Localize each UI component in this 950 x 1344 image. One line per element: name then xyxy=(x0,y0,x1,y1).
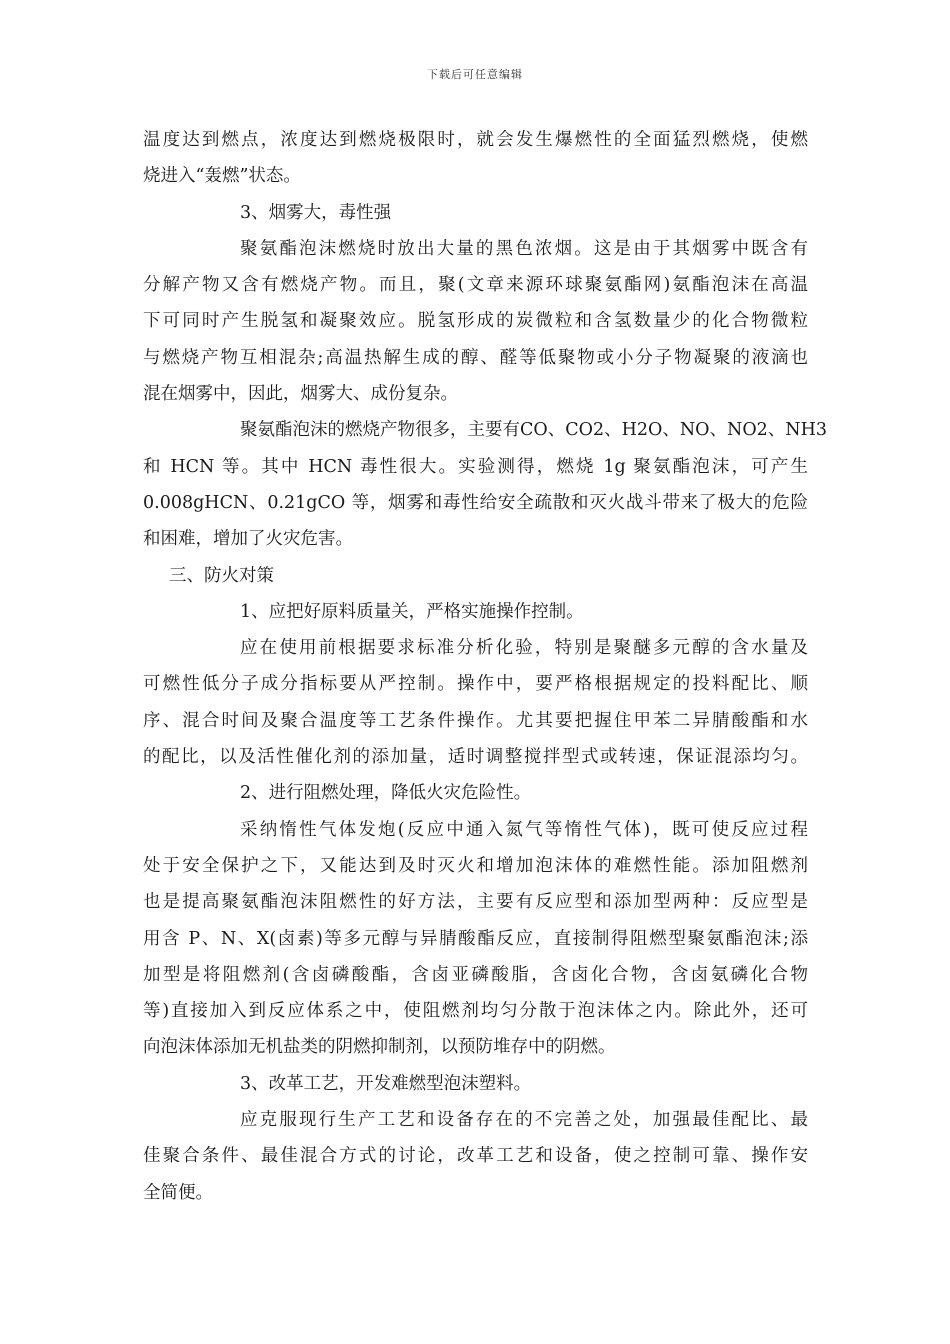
text-line: 等)直接加入到反应体系之中，使阻燃剂均匀分散于泡沫体之内。除此外，还可 xyxy=(143,1001,808,1022)
text-line: 向泡沫体添加无机盐类的阴燃抑制剂，以预防堆存中的阴燃。 xyxy=(143,1037,616,1058)
text-line: 佳聚合条件、最佳混合方式的讨论，改革工艺和设备，使之控制可靠、操作安 xyxy=(143,1146,808,1167)
document-body xyxy=(143,122,828,1211)
subheading: 1、应把好原料质量关，严格实施操作控制。 xyxy=(240,601,584,622)
text-line: 分解产物又含有燃烧产物。而且，聚(文章来源环球聚氨酯网)氨酯泡沫在高温 xyxy=(143,275,808,296)
text-line: 应在使用前根据要求标准分析化验，特别是聚醚多元醇的含水量及 xyxy=(240,638,808,659)
section-heading: 三、防火对策 xyxy=(169,565,274,586)
text-line: 烧进入“轰燃”状态。 xyxy=(143,166,301,187)
text-line: 也是提高聚氨酯泡沫阻燃性的好方法，主要有反应型和添加型两种：反应型是 xyxy=(143,892,808,913)
text-line: 可燃性低分子成分指标要从严控制。操作中，要严格根据规定的投料配比、顺 xyxy=(143,674,808,695)
text-line: 采纳惰性气体发炮(反应中通入氮气等惰性气体)，既可使反应过程 xyxy=(240,819,808,840)
text-line: 加型是将阻燃剂(含卤磷酸酯，含卤亚磷酸脂，含卤化合物，含卤氨磷化合物 xyxy=(143,964,808,985)
text-line: 温度达到燃点，浓度达到燃烧极限时，就会发生爆燃性的全面猛烈燃烧，使燃 xyxy=(143,130,808,150)
text-line: 序、混合时间及聚合温度等工艺条件操作。尤其要把握住甲苯二异腈酸酯和水 xyxy=(143,710,808,731)
subheading: 3、改革工艺，开发难燃型泡沫塑料。 xyxy=(240,1073,532,1094)
page-header: 下载后可任意编辑 xyxy=(427,68,523,81)
text-line: 聚氨酯泡沫的燃烧产物很多，主要有CO、CO2、H2O、NO、NO2、NH3 xyxy=(240,420,828,441)
text-line: 用含 P、N、X(卤素)等多元醇与异腈酸酯反应，直接制得阻燃型聚氨酯泡沫;添 xyxy=(143,928,808,949)
text-line: 和 HCN 等。其中 HCN 毒性很大。实验测得，燃烧 1g 聚氨酯泡沫，可产生 xyxy=(143,456,808,477)
text-line: 下可同时产生脱氢和凝聚效应。脱氢形成的炭微粒和含氢数量少的化合物微粒 xyxy=(143,311,808,332)
subheading: 2、进行阻燃处理，降低火灾危险性。 xyxy=(240,783,532,804)
text-line: 处于安全保护之下，又能达到及时灭火和增加泡沫体的难燃性能。添加阻燃剂 xyxy=(143,855,808,876)
text-line: 与燃烧产物互相混杂;高温热解生成的醇、醛等低聚物或小分子物凝聚的液滴也 xyxy=(143,347,808,368)
text-line: 应克服现行生产工艺和设备存在的不完善之处，加强最佳配比、最 xyxy=(240,1110,808,1131)
subheading: 3、烟雾大，毒性强 xyxy=(240,202,392,223)
text-line: 的配比，以及活性催化剂的添加量，适时调整搅拌型式或转速，保证混添均匀。 xyxy=(143,747,808,768)
text-line: 全简便。 xyxy=(143,1182,213,1203)
text-line: 0.008gHCN、0.21gCO 等，烟雾和毒性给安全疏散和灭火战斗带来了极大的危险 xyxy=(143,492,808,513)
text-line: 混在烟雾中，因此，烟雾大、成份复杂。 xyxy=(143,384,458,405)
text-line: 聚氨酯泡沫燃烧时放出大量的黑色浓烟。这是由于其烟雾中既含有 xyxy=(240,238,808,259)
text-line: 和困难，增加了火灾危害。 xyxy=(143,529,353,550)
